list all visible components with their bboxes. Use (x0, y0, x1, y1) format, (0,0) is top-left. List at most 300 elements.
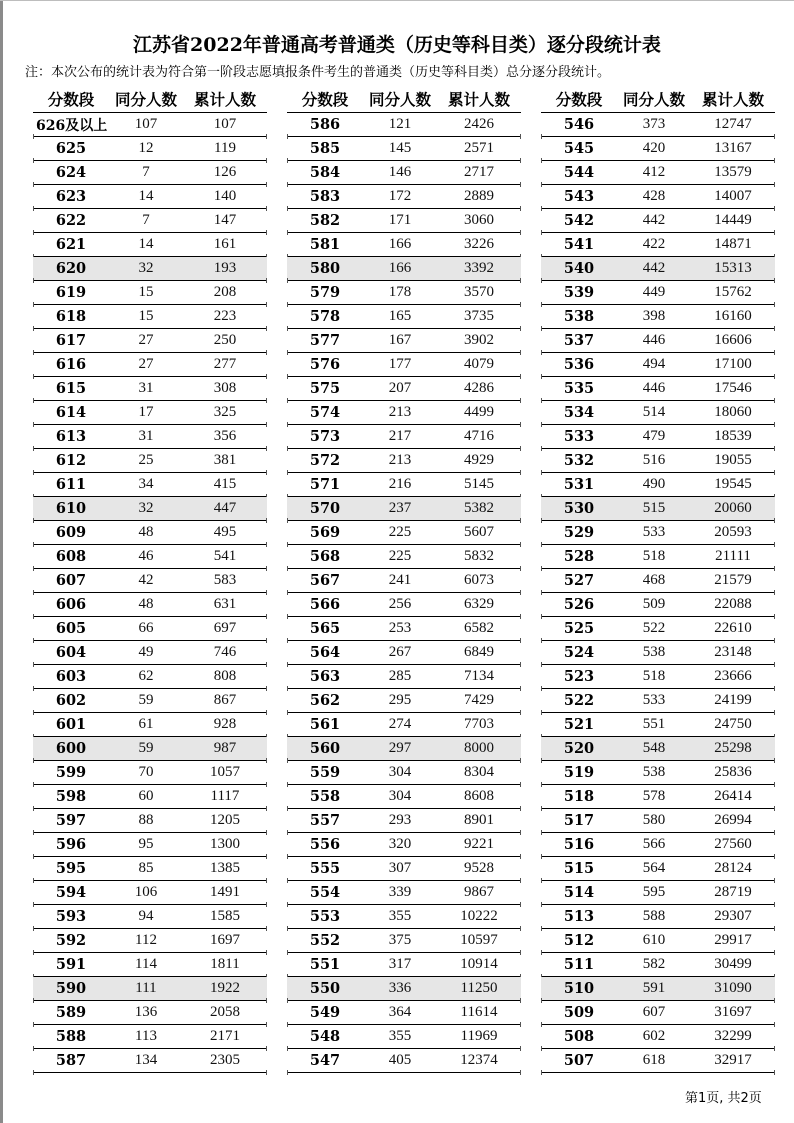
score-cell: 616 (55, 356, 87, 373)
same-score-count-cell: 32 (138, 260, 154, 276)
table-row (541, 161, 775, 185)
table-row (33, 641, 267, 665)
same-score-count-cell: 66 (138, 620, 154, 636)
header-score-range: 分数段 (555, 90, 603, 109)
score-cell: 535 (563, 380, 595, 397)
cumulative-count-cell: 21579 (714, 572, 752, 588)
score-cell: 574 (309, 404, 341, 421)
same-score-count-cell: 60 (138, 788, 154, 804)
table-row (33, 953, 267, 977)
same-score-count-cell: 442 (642, 212, 666, 228)
same-score-count-cell: 145 (388, 140, 412, 156)
same-score-count-cell: 171 (388, 212, 412, 228)
cumulative-count-cell: 25836 (714, 764, 752, 780)
score-cell: 515 (563, 860, 595, 877)
table-row (541, 713, 775, 737)
table-row (541, 329, 775, 353)
same-score-count-cell: 15 (138, 308, 154, 324)
score-cell: 579 (309, 284, 341, 301)
cumulative-count-cell: 928 (213, 716, 237, 732)
table-row (541, 929, 775, 953)
score-cell: 600 (55, 740, 87, 757)
table-row (541, 569, 775, 593)
table-row (287, 737, 521, 761)
same-score-count-cell: 522 (642, 620, 666, 636)
cumulative-count-cell: 5832 (464, 548, 494, 564)
score-cell: 529 (563, 524, 595, 541)
cumulative-count-cell: 631 (213, 596, 237, 612)
score-cell: 567 (309, 572, 341, 589)
cumulative-count-cell: 6849 (464, 644, 494, 660)
same-score-count-cell: 304 (388, 764, 412, 780)
cumulative-count-cell: 27560 (714, 836, 752, 852)
table-row (33, 473, 267, 497)
same-score-count-cell: 304 (388, 788, 412, 804)
same-score-count-cell: 533 (642, 692, 666, 708)
same-score-count-cell: 7 (142, 164, 150, 180)
table-row (33, 905, 267, 929)
same-score-count-cell: 449 (642, 284, 666, 300)
score-cell: 618 (55, 308, 87, 325)
table-row (287, 281, 521, 305)
cumulative-count-cell: 4079 (464, 356, 494, 372)
cumulative-count-cell: 6329 (464, 596, 494, 612)
same-score-count-cell: 114 (135, 956, 157, 972)
score-cell: 571 (309, 476, 341, 493)
cumulative-count-cell: 697 (213, 620, 237, 636)
cumulative-count-cell: 1811 (210, 956, 240, 972)
cumulative-count-cell: 1300 (210, 836, 240, 852)
same-score-count-cell: 514 (642, 404, 666, 420)
same-score-count-cell: 551 (642, 716, 666, 732)
same-score-count-cell: 422 (642, 236, 666, 252)
same-score-count-cell: 518 (642, 548, 666, 564)
cumulative-count-cell: 223 (213, 308, 237, 324)
score-cell: 542 (563, 212, 595, 229)
table-row (541, 257, 775, 281)
score-cell: 540 (563, 260, 595, 277)
table-row (287, 929, 521, 953)
score-table-block-1 (33, 85, 267, 1073)
cumulative-count-cell: 381 (213, 452, 237, 468)
same-score-count-cell: 375 (388, 932, 412, 948)
table-row (541, 545, 775, 569)
cumulative-count-cell: 22088 (714, 596, 752, 612)
score-cell: 543 (563, 188, 595, 205)
score-cell: 546 (563, 116, 595, 133)
table-row (287, 905, 521, 929)
same-score-count-cell: 121 (388, 116, 412, 132)
score-cell: 507 (563, 1052, 595, 1069)
cumulative-count-cell: 15313 (714, 260, 752, 276)
same-score-count-cell: 48 (138, 596, 154, 612)
cumulative-count-cell: 147 (213, 212, 237, 228)
score-cell: 592 (55, 932, 87, 949)
page-number: 第1页, 共2页 (685, 1091, 762, 1106)
score-table-block-2 (287, 85, 521, 1073)
same-score-count-cell: 95 (138, 836, 154, 852)
score-cell: 565 (309, 620, 341, 637)
same-score-count-cell: 113 (135, 1028, 157, 1044)
same-score-count-cell: 307 (388, 860, 412, 876)
cumulative-count-cell: 3735 (464, 308, 494, 324)
table-row (287, 1025, 521, 1049)
score-cell: 562 (309, 692, 341, 709)
score-cell: 584 (309, 164, 341, 181)
table-row (287, 449, 521, 473)
cumulative-count-cell: 5145 (464, 476, 494, 492)
header-cumulative-count: 累计人数 (193, 90, 256, 109)
table-row (541, 209, 775, 233)
table-row (287, 473, 521, 497)
same-score-count-cell: 618 (642, 1052, 666, 1068)
same-score-count-cell: 267 (388, 644, 412, 660)
table-row (33, 569, 267, 593)
same-score-count-cell: 494 (642, 356, 666, 372)
table-row (33, 329, 267, 353)
table-row (33, 1049, 267, 1073)
table-row (33, 233, 267, 257)
score-cell: 523 (563, 668, 595, 685)
table-row (287, 593, 521, 617)
same-score-count-cell: 31 (138, 380, 154, 396)
score-cell: 611 (55, 476, 87, 493)
document-note: 注：本次公布的统计表为符合第一阶段志愿填报条件考生的普通类（历史等科目类）总分逐分段统计。 (25, 65, 611, 80)
same-score-count-cell: 602 (642, 1028, 666, 1044)
table-row (541, 449, 775, 473)
table-row (287, 329, 521, 353)
cumulative-count-cell: 6582 (464, 620, 494, 636)
table-row (541, 353, 775, 377)
score-cell: 538 (563, 308, 595, 325)
cumulative-count-cell: 14449 (714, 212, 752, 228)
cumulative-count-cell: 12747 (714, 116, 752, 132)
score-cell: 595 (55, 860, 87, 877)
same-score-count-cell: 533 (642, 524, 666, 540)
score-cell: 569 (309, 524, 341, 541)
same-score-count-cell: 566 (642, 836, 666, 852)
table-row (33, 425, 267, 449)
score-cell: 614 (55, 404, 87, 421)
table-row (541, 833, 775, 857)
same-score-count-cell: 479 (642, 428, 666, 444)
cumulative-count-cell: 4499 (464, 404, 494, 420)
score-cell: 547 (309, 1052, 341, 1069)
table-row (33, 161, 267, 185)
same-score-count-cell: 217 (388, 428, 412, 444)
table-row (541, 977, 775, 1001)
same-score-count-cell: 610 (642, 932, 666, 948)
table-row (33, 377, 267, 401)
table-row (541, 905, 775, 929)
same-score-count-cell: 46 (138, 548, 154, 564)
score-cell: 549 (309, 1004, 341, 1021)
table-row (287, 1049, 521, 1073)
table-row (541, 689, 775, 713)
table-row (33, 689, 267, 713)
cumulative-count-cell: 5382 (464, 500, 494, 516)
score-cell: 519 (563, 764, 595, 781)
cumulative-count-cell: 6073 (464, 572, 494, 588)
table-row (33, 833, 267, 857)
same-score-count-cell: 85 (138, 860, 154, 876)
table-row (287, 425, 521, 449)
table-row (33, 1001, 267, 1025)
same-score-count-cell: 27 (138, 356, 154, 372)
cumulative-count-cell: 14871 (714, 236, 752, 252)
score-cell: 604 (55, 644, 87, 661)
same-score-count-cell: 295 (388, 692, 412, 708)
cumulative-count-cell: 15762 (714, 284, 752, 300)
same-score-count-cell: 364 (388, 1004, 412, 1020)
score-cell: 587 (55, 1052, 87, 1069)
same-score-count-cell: 355 (388, 1028, 412, 1044)
same-score-count-cell: 166 (388, 260, 412, 276)
score-cell: 532 (563, 452, 595, 469)
same-score-count-cell: 25 (138, 452, 154, 468)
table-row (33, 929, 267, 953)
table-row (287, 257, 521, 281)
document-title: 江苏省2022年普通高考普通类（历史等科目类）逐分段统计表 (133, 34, 661, 56)
cumulative-count-cell: 193 (213, 260, 237, 276)
score-cell: 573 (309, 428, 341, 445)
table-row (541, 953, 775, 977)
score-cell: 622 (55, 212, 87, 229)
table-row (33, 713, 267, 737)
table-row (541, 113, 775, 137)
score-cell: 518 (563, 788, 595, 805)
score-cell: 603 (55, 668, 87, 685)
cumulative-count-cell: 2571 (464, 140, 494, 156)
table-row (541, 857, 775, 881)
table-row (287, 569, 521, 593)
score-cell: 524 (563, 644, 595, 661)
table-row (541, 137, 775, 161)
score-table-block-3 (541, 85, 775, 1073)
cumulative-count-cell: 541 (213, 548, 237, 564)
cumulative-count-cell: 16606 (714, 332, 752, 348)
same-score-count-cell: 274 (388, 716, 412, 732)
score-cell: 550 (309, 980, 341, 997)
score-cell: 566 (309, 596, 341, 613)
cumulative-count-cell: 9528 (464, 860, 494, 876)
header-score-range: 分数段 (301, 90, 349, 109)
same-score-count-cell: 59 (138, 692, 154, 708)
cumulative-count-cell: 8000 (464, 740, 494, 756)
cumulative-count-cell: 28124 (714, 860, 752, 876)
table-row (541, 185, 775, 209)
same-score-count-cell: 48 (138, 524, 154, 540)
table-row (33, 497, 267, 521)
score-cell: 527 (563, 572, 595, 589)
cumulative-count-cell: 1117 (210, 788, 240, 804)
table-row (33, 137, 267, 161)
same-score-count-cell: 172 (388, 188, 412, 204)
cumulative-count-cell: 10597 (460, 932, 498, 948)
same-score-count-cell: 320 (388, 836, 412, 852)
table-row (33, 545, 267, 569)
cumulative-count-cell: 32917 (714, 1052, 752, 1068)
cumulative-count-cell: 1491 (210, 884, 240, 900)
table-row (33, 521, 267, 545)
score-cell: 576 (309, 356, 341, 373)
score-cell: 588 (55, 1028, 87, 1045)
score-cell: 625 (55, 140, 87, 157)
cumulative-count-cell: 2717 (464, 164, 494, 180)
table-row (287, 137, 521, 161)
same-score-count-cell: 373 (642, 116, 666, 132)
score-cell: 557 (309, 812, 341, 829)
cumulative-count-cell: 447 (213, 500, 237, 516)
same-score-count-cell: 518 (642, 668, 666, 684)
score-cell: 533 (563, 428, 595, 445)
table-row (541, 521, 775, 545)
score-cell: 568 (309, 548, 341, 565)
same-score-count-cell: 317 (388, 956, 412, 972)
same-score-count-cell: 490 (642, 476, 666, 492)
table-row (541, 305, 775, 329)
table-row (287, 641, 521, 665)
table-row (287, 353, 521, 377)
table-header (287, 85, 521, 113)
cumulative-count-cell: 31090 (714, 980, 752, 996)
same-score-count-cell: 548 (642, 740, 666, 756)
score-cell: 596 (55, 836, 87, 853)
score-cell: 609 (55, 524, 87, 541)
cumulative-count-cell: 140 (213, 188, 237, 204)
same-score-count-cell: 107 (134, 116, 158, 132)
score-cell: 541 (563, 236, 595, 253)
table-row (287, 785, 521, 809)
cumulative-count-cell: 30499 (714, 956, 752, 972)
score-cell: 586 (309, 116, 341, 133)
cumulative-count-cell: 325 (213, 404, 237, 420)
score-cell: 552 (309, 932, 341, 949)
score-cell: 597 (55, 812, 87, 829)
table-row (541, 617, 775, 641)
cumulative-count-cell: 9867 (464, 884, 494, 900)
cumulative-count-cell: 4716 (464, 428, 494, 444)
table-row (33, 785, 267, 809)
same-score-count-cell: 70 (138, 764, 154, 780)
same-score-count-cell: 398 (642, 308, 666, 324)
table-row (287, 161, 521, 185)
table-row (287, 809, 521, 833)
table-row (541, 1049, 775, 1073)
score-cell: 544 (563, 164, 595, 181)
table-row (287, 497, 521, 521)
table-row (33, 401, 267, 425)
same-score-count-cell: 216 (388, 476, 412, 492)
page-top-edge (0, 0, 794, 1)
same-score-count-cell: 442 (642, 260, 666, 276)
table-row (33, 665, 267, 689)
score-cell: 536 (563, 356, 595, 373)
cumulative-count-cell: 19545 (714, 476, 752, 492)
score-cell: 555 (309, 860, 341, 877)
same-score-count-cell: 111 (135, 980, 157, 996)
cumulative-count-cell: 1385 (210, 860, 240, 876)
score-cell: 553 (309, 908, 341, 925)
same-score-count-cell: 256 (388, 596, 412, 612)
same-score-count-cell: 32 (138, 500, 154, 516)
score-cell: 517 (563, 812, 595, 829)
score-cell: 582 (309, 212, 341, 229)
cumulative-count-cell: 24199 (714, 692, 752, 708)
same-score-count-cell: 14 (138, 188, 154, 204)
cumulative-count-cell: 29917 (714, 932, 752, 948)
cumulative-count-cell: 11250 (460, 980, 498, 996)
cumulative-count-cell: 13579 (714, 164, 752, 180)
score-cell: 605 (55, 620, 87, 637)
table-row (287, 881, 521, 905)
score-cell: 564 (309, 644, 341, 661)
score-cell: 623 (55, 188, 87, 205)
score-cell: 521 (563, 716, 595, 733)
table-row (541, 233, 775, 257)
same-score-count-cell: 27 (138, 332, 154, 348)
score-cell: 556 (309, 836, 341, 853)
cumulative-count-cell: 2305 (210, 1052, 240, 1068)
cumulative-count-cell: 14007 (714, 188, 752, 204)
same-score-count-cell: 446 (642, 380, 666, 396)
cumulative-count-cell: 746 (213, 644, 237, 660)
cumulative-count-cell: 3060 (464, 212, 494, 228)
table-row (33, 257, 267, 281)
score-cell: 598 (55, 788, 87, 805)
cumulative-count-cell: 26994 (714, 812, 752, 828)
table-row (33, 737, 267, 761)
cumulative-count-cell: 26414 (714, 788, 752, 804)
cumulative-count-cell: 8901 (464, 812, 494, 828)
same-score-count-cell: 582 (642, 956, 666, 972)
same-score-count-cell: 538 (642, 764, 666, 780)
table-row (287, 377, 521, 401)
score-cell: 512 (563, 932, 595, 949)
table-row (287, 113, 521, 137)
same-score-count-cell: 578 (642, 788, 666, 804)
cumulative-count-cell: 20060 (714, 500, 752, 516)
cumulative-count-cell: 2058 (210, 1004, 240, 1020)
score-cell: 610 (55, 500, 87, 517)
score-cell: 615 (55, 380, 87, 397)
table-row (541, 1025, 775, 1049)
cumulative-count-cell: 4929 (464, 452, 494, 468)
same-score-count-cell: 106 (134, 884, 158, 900)
cumulative-count-cell: 17546 (714, 380, 752, 396)
table-row (287, 401, 521, 425)
same-score-count-cell: 237 (388, 500, 412, 516)
table-row (33, 857, 267, 881)
cumulative-count-cell: 11614 (460, 1004, 498, 1020)
same-score-count-cell: 34 (138, 476, 154, 492)
header-same-score-count: 同分人数 (368, 90, 431, 109)
cumulative-count-cell: 7134 (464, 668, 494, 684)
same-score-count-cell: 136 (134, 1004, 158, 1020)
cumulative-count-cell: 9221 (464, 836, 494, 852)
same-score-count-cell: 468 (642, 572, 666, 588)
cumulative-count-cell: 31697 (714, 1004, 752, 1020)
header-same-score-count: 同分人数 (114, 90, 177, 109)
score-cell: 580 (309, 260, 341, 277)
same-score-count-cell: 516 (642, 452, 666, 468)
score-cell: 591 (55, 956, 87, 973)
score-cell: 594 (55, 884, 87, 901)
table-row (541, 425, 775, 449)
same-score-count-cell: 88 (138, 812, 154, 828)
cumulative-count-cell: 495 (213, 524, 237, 540)
table-row (541, 473, 775, 497)
